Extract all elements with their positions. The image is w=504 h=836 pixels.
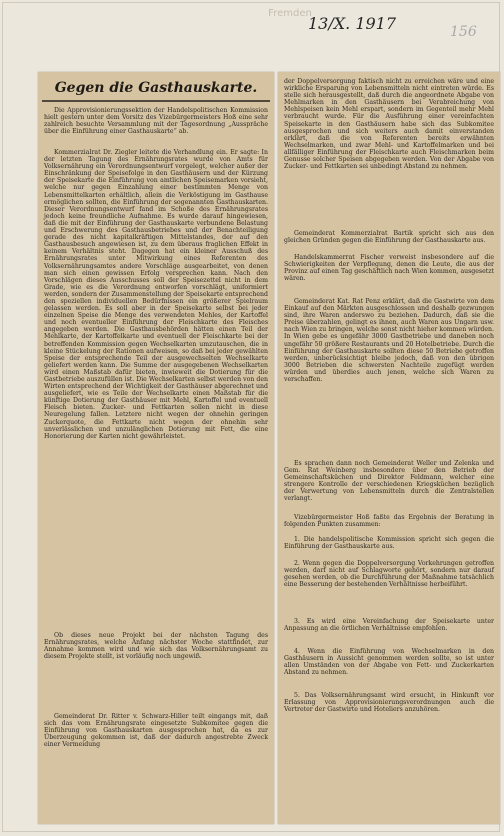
paragraph-fischer: Handelskammerrat Fischer verweist insbesondere auf die Schwierigkeiten der Verpflegung, denen die Leute, die aus der Provinz auf einen Tag geschäftlich nach Wien kommen, ausgesetzt wären.: [284, 254, 494, 283]
handwritten-date: 13/X. 1917: [308, 14, 397, 33]
page-number: 156: [450, 24, 477, 40]
paragraph-bartik: Gemeinderat Kommerzialrat Bartik spricht sich aus den gleichen Gründen gegen die Einführung der Gasthauskarte aus.: [284, 230, 494, 245]
paragraph-schwarz-hiller: Gemeinderat Dr. Ritter v. Schwarz-Hiller teilt eingangs mit, daß sich das vom Ernährungsrate eingesetzte Subkomitee gegen die Einführung von Gasthauskarten ausgesprochen hat, da es zur Überzeugung gekommen ist, daß der dadurch angestrebte Zweck einer Vermeidung: [44, 713, 268, 749]
point-3: 3. Es wird eine Vereinfachung der Speisekarte unter Anpassung an die örtlichen Verhältnisse empfohlen.: [284, 618, 494, 633]
point-4: 4. Wenn die Einführung von Wechselmarken in den Gasthäusern in Aussicht genommen werden sollte, so ist unter allen Umständen von der Abgabe von Fett- und Zuckerkarten Abstand zu nehmen.: [284, 648, 494, 677]
newspaper-clipping: [38, 72, 500, 824]
point-5: 5. Das Volksernährungsamt wird ersucht, in Hinkunft vor Erlassung von Approvisionierungsverordnungen auch die Vertreter der Gastwirte und Hoteliers anzuhören.: [284, 692, 494, 714]
paragraph-penz: Gemeinderat Kat. Rat Penz erklärt, daß die Gastwirte von dem Einkauf auf den Märkten ausgeschlossen und deshalb gezwungen sind, ihre Waren anderswo zu beziehen. Dadurch, daß sie die Preise überzahlen, gelingt es ihnen, auch Waren aus Ungarn usw. nach Wien zu bringen, welche sonst nicht hieher kommen würden. In Wien gebe es ungefähr 3000 Gastbetriebe und daneben noch ungefähr 50 größere Restaurants und 20 Hotelbetriebe. Durch die Einführung der Gasthauskarte sollten diese 50 Betriebe getroffen werden, unberücksichtigt bleibe jedoch, daß von den übrigen 3000 Betrieben die schwersten Nachteile zugefügt werden würden und überdies auch jenen, welche sich Waren zu verschaffen.: [284, 298, 494, 384]
paragraph-discussion: Es sprachen dann noch Gemeinderat Weller und Zelenka und Gem. Rat Weinberg insbesondere über den Betrieb der Gemeinschaftsküchen und Direktor Feldmann, welcher eine strengere Kontrolle der verschiedenen Kriegsküchen bezüglich der Verwertung von Lebensmitteln durch die Zentralstellen verlangt.: [284, 460, 494, 503]
paragraph-ziegler: Kommerzialrat Dr. Ziegler leitete die Verhandlung ein. Er sagte: In der letzten Tagung des Ernährungsrates wurde von Amts für Volksernährung ein Verordnungsentwurf vorgelegt, welcher außer der Einschränkung der Speisefolge in den Gasthäusern und der Kürzung der Speisekarte die Einführung von amtlichen Speisemarken vorsieht, welche nur gegen Einzahlung einer bestimmten Menge von Lebensmittelkarten erhältlich, allein die Verköstigung im Gasthause ermöglichen sollten, die Einführung der sogenannten Gasthauskarten. Dieser Verordnungsentwurf fand im Schoße des Ernährungsrates jedoch keine freundliche Aufnahme. Es wurde darauf hingewiesen, daß die mit der Einführung der Gasthauskarte verbundene Belastung und Erschwerung des Gasthausbetriebes und der Benachteiligung gerade des nicht kapitalkräftigen Mittelstandes, der auf den Gasthausbesuch angewiesen ist, zu dem überaus fraglichen Effekt in keinem Verhältnis steht. Dagegen hat ein kleiner Ausschuß des Ernährungsrates unter Mitwirkung eines Referenten des Volksernährungsamtes andere Vorschläge ausgearbeitet, von denen man sich einen gewissen Erfolg versprechen kann. Nach den Vorschlägen dieses Ausschusses soll der Speisezettel nicht in dem Grade, wie es die Verordnung entworfen vorschlägt, uniformiert werden, sondern der Zusammenstellung der Speisekarte entsprechend den speziellen individuellen Bedürfnissen ein größerer Spielraum gelassen werden. Es soll aber in der Speisekarte selbst bei jeder einzelnen Speise die Menge des verwendeten Mehles, der Kartoffel und noch eventueller Einführung der Fleischkarte des Fleisches angegeben werden. Die Gasthausbehörden hätten einen Teil der Mehlkarte, der Kartoffelkarte und eventuell der Fleischkarte bei der betreffenden Kommission gegen Wechselkarten umzutauschen, die in kleine Stückelung der Rationen aufweisen, so daß bei jeder gewählten Speise der entsprechende Teil der ausgewechselten Wechselkarte geliefert werden kann. Die Summe der ausgegebenen Wechselkarten wird einen Maßstab dafür bieten, inwieweit die Dotierung für die Gastbetriebe auszufüllen ist. Die Wechselkarten selbst werden von den Wirten entsprechend der Wichtigkeit der Gasthäuser abgerechnet und ausgeliefert, wie es Teile der Wechselkarte einen Maßstab für die künftige Dotierung der Gasthäuser mit Mehl, Kartoffel und eventuell Fleisch bieten. Zucker- und Fettkarten sollen nicht in diese Neuregelung fallen. Letztere nicht wegen der ohnehin geringen Zuckerquote, die Fettkarte nicht wegen der ohnehin sehr unverlässlichen und unzulänglichen Dotierung mit Fett, die eine Honorierung der Karten nicht gewährleistet.: [44, 149, 268, 440]
title-rule: [42, 100, 270, 102]
paragraph-intro: Die Approvisionierungssektion der Handelspolitischen Kommission hielt gestern unter dem Vorsitz des Vizebürgermeisters Hoß eine sehr zahlreich besuchte Versammlung mit der Tagesordnung „Ausspräche über die Einführung einer Gasthauskarte“ ab.: [44, 107, 268, 136]
left-column: [38, 72, 274, 824]
paragraph-continuation: der Doppelversorgung faktisch nicht zu erreichen wäre und eine wirkliche Ersparung von Lebensmitteln nicht eintreten würde. Es stelle sich herausgestellt, daß durch die angeordnete Abgabe von Mehlmarken in den Gasthäusern bei Verabreichung von Mehlspeisen kein Mehl erspart, sondern im Gegenteil mehr Mehl verbraucht wurde. Für die Ausführung einer vereinfachten Speisekarte in den Gasthäusern habe sich das Subkomitee ausgesprochen und sich weiters auch damit einverstanden erklärt, daß die von Referenten bereits erwähnten Wechselmarken, und zwar Mehl- und Kartoffelmarken und bei allfälliger Einführung der Fleischkarte auch Fleischmarken beim Genusse solcher Speisen abgegeben werden. Von der Abgabe von Zucker- und Fettkarten sei unbedingt Abstand zu nehmen.: [284, 78, 494, 171]
paragraph-outlook: Ob dieses neue Projekt bei der nächsten Tagung des Ernährungsrates, welche Anfang nächster Woche stattfindet, zur Annahme kommen wird und wie sich das Volksernährungsamt zu diesem Projekte stellt, ist vorläufig noch ungewiß.: [44, 632, 268, 661]
right-column: [278, 72, 500, 824]
point-1: 1. Die handelspolitische Kommission spricht sich gegen die Einführung der Gasthauskarte aus.: [284, 536, 494, 551]
archive-stamp: Fremden: [268, 8, 312, 19]
paragraph-summary-intro: Vizebürgermeister Hoß faßte das Ergebnis der Beratung in folgenden Punkten zusammen:: [284, 514, 494, 529]
article-title: Gegen die Gasthauskarte.: [54, 80, 258, 96]
point-2: 2. Wenn gegen die Doppelversorgung Vorkehrungen getroffen werden, darf nicht auf Schlagworte gehört, sondern nur darauf gesehen werden, ob die Durchführung der Maßnahme tatsächlich eine Besserung der bestehenden Verhältnisse herbeiführt.: [284, 560, 494, 589]
